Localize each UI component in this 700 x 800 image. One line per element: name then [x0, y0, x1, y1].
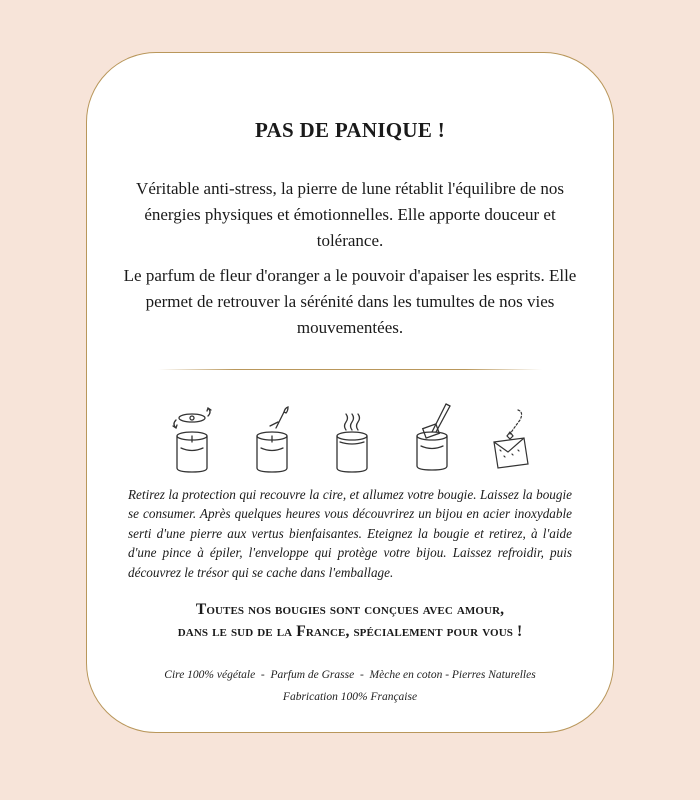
usage-instructions: Retirez la protection qui recouvre la cire, et allumez votre bougie. Laissez la bougie se consumer. Après quelques heures vous découvrirez un bijou en acier inoxydable serti d'une pierre aux vertus bienfaisantes. Eteignez la bougie et retirez, à l'aide d'une pince à épiler, l'enveloppe qui protège votre bijou. Laissez refroidir, puis découvrez le trésor qui se cache dans l'emballage.	[128, 487, 572, 580]
features-line-1: Cire 100% végétale - Parfum de Grasse - Mèche en coton - Pierres Naturelles	[164, 669, 536, 681]
intro-paragraph-1: Véritable anti-stress, la pierre de lune rétablit l'équilibre de nos énergies physiques et émotionnelles. Elle apporte douceur et tolérance.	[136, 179, 564, 250]
instruction-icons	[168, 400, 532, 474]
slogan-line-2: dans le sud de la France, spécialement pour vous !	[177, 623, 523, 640]
gold-divider	[158, 369, 542, 370]
candle-light-icon	[248, 406, 296, 474]
page-title: PAS DE PANIQUE !	[254, 118, 446, 142]
candle-lid-off-icon	[168, 406, 216, 474]
intro-paragraph-2: Le parfum de fleur d'oranger a le pouvoir d'apaiser les esprits. Elle permet de retrouver la sérénité dans les tumultes de nos vies mouvementées.	[123, 266, 577, 337]
candle-tweezers-icon	[408, 402, 456, 474]
jewel-pouch-icon	[488, 406, 532, 474]
features-line-2: Fabrication 100% Française	[282, 691, 418, 703]
candle-melting-icon	[328, 406, 376, 474]
slogan-line-1: Toutes nos bougies sont conçues avec amour,	[195, 601, 505, 618]
brand-slogan	[90, 599, 610, 643]
product-features	[90, 664, 610, 708]
intro-text	[110, 176, 590, 350]
